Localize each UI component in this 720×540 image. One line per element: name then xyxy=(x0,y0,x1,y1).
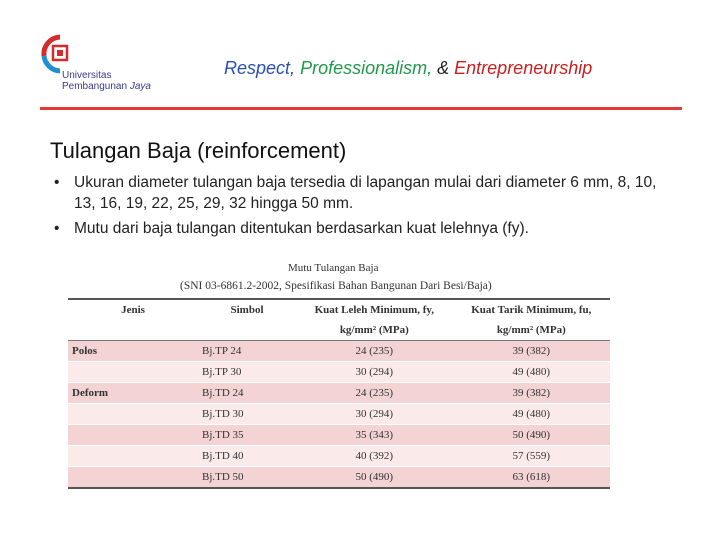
header-jenis: Jenis xyxy=(68,299,198,320)
cell-simbol: Bj.TD 50 xyxy=(198,467,296,489)
slide-title: Tulangan Baja (reinforcement) xyxy=(50,138,347,163)
cell-tarik: 49 (480) xyxy=(453,404,610,425)
cell-tarik: 63 (618) xyxy=(453,467,610,489)
cell-leleh: 24 (235) xyxy=(296,341,453,362)
cell-simbol: Bj.TD 35 xyxy=(198,425,296,446)
table-header-row xyxy=(68,299,610,320)
header-leleh-unit: kg/mm² (MPa) xyxy=(296,320,453,341)
cell-jenis xyxy=(68,404,198,425)
cell-jenis xyxy=(68,467,198,489)
cell-jenis xyxy=(68,425,198,446)
logo-line-2-text: Pembangunan xyxy=(62,81,128,92)
tagline-professionalism: Professionalism, xyxy=(300,58,433,78)
bullet-text: Ukuran diameter tulangan baja tersedia di lapangan mulai dari diameter 6 mm, 8, 10, 13, 16, 19, 22, 25, 29, 32 hingga 50 mm. xyxy=(74,174,657,212)
tagline-entrepreneurship: Entrepreneurship xyxy=(454,58,593,78)
header-leleh: Kuat Leleh Minimum, fy, xyxy=(296,299,453,320)
header-simbol: Simbol xyxy=(198,299,296,320)
cell-tarik: 39 (382) xyxy=(453,341,610,362)
table-row xyxy=(68,362,610,383)
table-row xyxy=(68,341,610,362)
tagline-ampersand: & xyxy=(437,58,450,78)
table-row xyxy=(68,425,610,446)
tagline-respect: Respect, xyxy=(224,58,296,78)
cell-jenis xyxy=(68,362,198,383)
cell-tarik: 50 (490) xyxy=(453,425,610,446)
table-body xyxy=(68,341,610,489)
cell-simbol: Bj.TD 30 xyxy=(198,404,296,425)
cell-simbol: Bj.TD 24 xyxy=(198,383,296,404)
table-row xyxy=(68,446,610,467)
header-divider xyxy=(40,107,682,110)
bullet-text: Mutu dari baja tulangan ditentukan berdasarkan kuat lelehnya (fy). xyxy=(74,220,529,237)
university-emblem-icon xyxy=(40,34,80,74)
cell-tarik: 39 (382) xyxy=(453,383,610,404)
table-caption: Mutu Tulangan Baja xyxy=(288,262,379,274)
cell-leleh: 24 (235) xyxy=(296,383,453,404)
header-blank xyxy=(198,320,296,341)
table-row xyxy=(68,383,610,404)
cell-leleh: 30 (294) xyxy=(296,404,453,425)
cell-tarik: 49 (480) xyxy=(453,362,610,383)
steel-grade-table xyxy=(68,298,610,489)
cell-leleh: 50 (490) xyxy=(296,467,453,489)
cell-jenis: Polos xyxy=(68,341,198,362)
cell-tarik: 57 (559) xyxy=(453,446,610,467)
bullet-item xyxy=(54,218,674,239)
logo-line-3: Jaya xyxy=(129,81,151,92)
tagline xyxy=(224,58,592,79)
bullet-dot-icon: • xyxy=(54,220,60,237)
header-blank xyxy=(68,320,198,341)
logo-line-2 xyxy=(62,81,151,92)
header-tarik-unit: kg/mm² (MPa) xyxy=(453,320,610,341)
cell-simbol: Bj.TP 24 xyxy=(198,341,296,362)
cell-leleh: 40 (392) xyxy=(296,446,453,467)
table-row xyxy=(68,404,610,425)
cell-simbol: Bj.TD 40 xyxy=(198,446,296,467)
header-tarik: Kuat Tarik Minimum, fu, xyxy=(453,299,610,320)
logo-text xyxy=(62,70,151,92)
university-logo xyxy=(40,34,180,104)
logo-line-1: Universitas xyxy=(62,70,112,81)
cell-leleh: 35 (343) xyxy=(296,425,453,446)
cell-jenis xyxy=(68,446,198,467)
bullet-item xyxy=(54,172,674,214)
bullet-dot-icon: • xyxy=(54,174,60,191)
bullet-list xyxy=(54,172,674,243)
cell-leleh: 30 (294) xyxy=(296,362,453,383)
table-unit-row xyxy=(68,320,610,341)
table-source: (SNI 03-6861.2-2002, Spesifikasi Bahan Bangunan Dari Besi/Baja) xyxy=(180,280,492,292)
cell-jenis: Deform xyxy=(68,383,198,404)
cell-simbol: Bj.TP 30 xyxy=(198,362,296,383)
table-row xyxy=(68,467,610,489)
